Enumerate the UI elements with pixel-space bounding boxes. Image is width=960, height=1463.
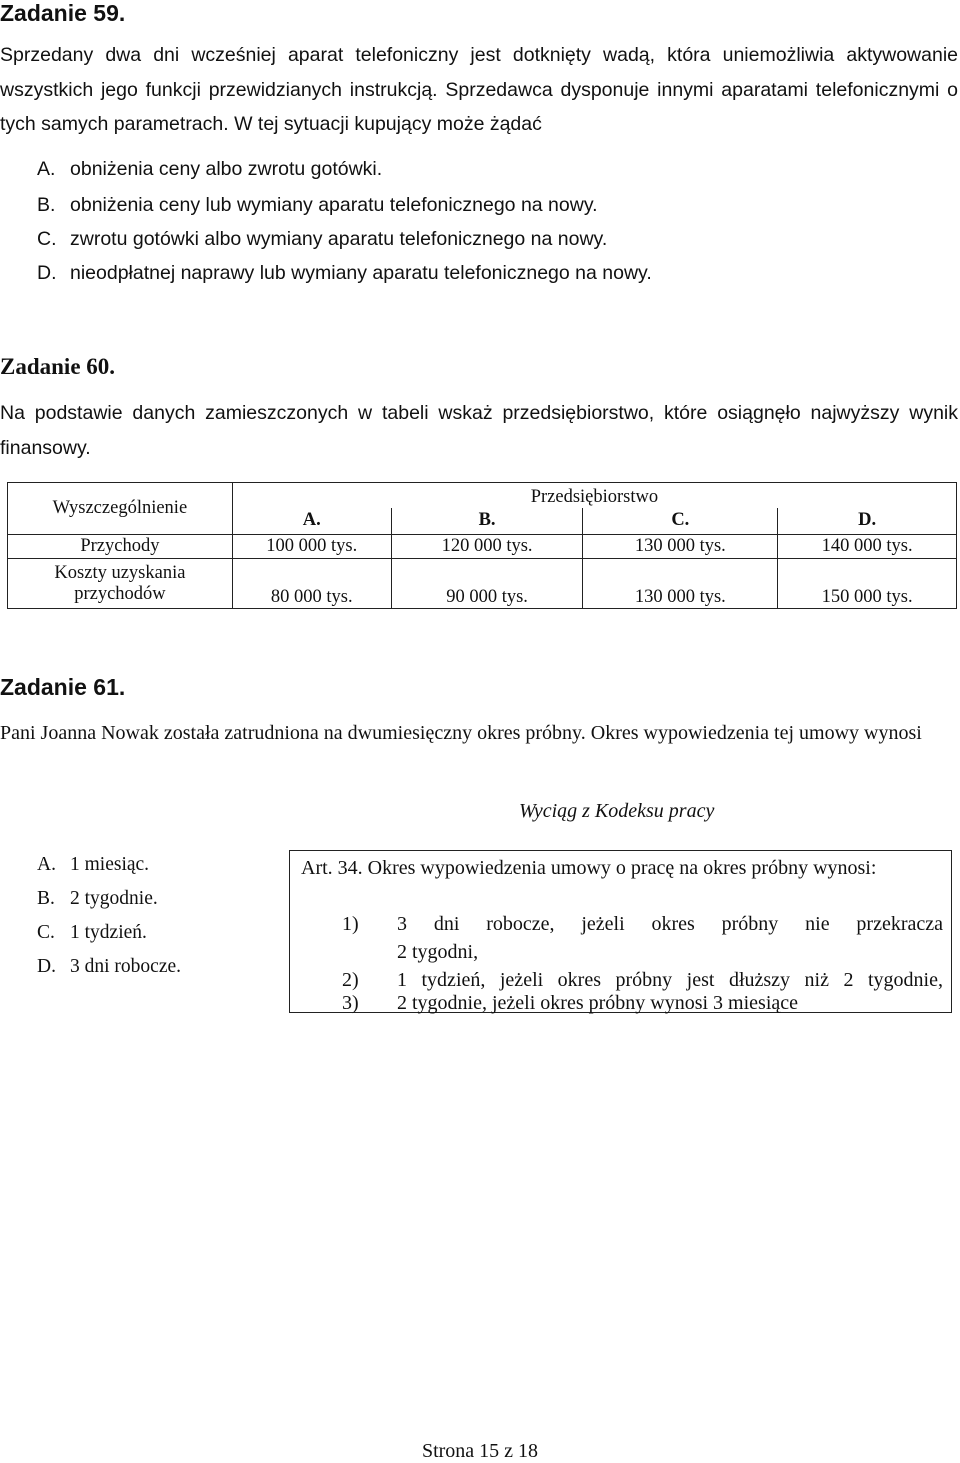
task59-option-c: C. zwrotu gotówki albo wymiany aparatu telefonicznego na nowy. [37, 228, 608, 250]
table-row-header: Wyszczególnienie [8, 483, 233, 535]
table-cell: 120 000 tys. [391, 535, 583, 559]
article-item: 3) 2 tygodnie, jeżeli okres próbny wynosi 3 miesiące [342, 992, 799, 1014]
table-cell: 150 000 tys. [778, 559, 957, 609]
task61-title: Zadanie 61. [0, 674, 126, 700]
company-c-header: C. [583, 508, 778, 535]
page-footer: Strona 15 z 18 [421, 1440, 539, 1462]
task59-question: Sprzedany dwa dni wcześniej aparat telefoniczny jest dotknięty wadą, która uniemożliwia aktywowanie wszystkich jego funkcji przewidzianych instrukcją. Sprzedawca dysponuje innymi aparatami telefonicznymi o tych samych parametrach. W tej sytuacji kupujący może żądać [0, 44, 958, 135]
task59-option-a: A. obniżenia ceny albo zwrotu gotówki. [37, 158, 383, 180]
row-label-costs: Koszty uzyskania przychodów [8, 559, 233, 609]
task61-option-b: B. 2 tygodnie. [37, 888, 158, 909]
task61-question: Pani Joanna Nowak została zatrudniona na dwumiesięczny okres próbny. Okres wypowiedzenia tej umowy wynosi [0, 722, 922, 744]
table-cell: 100 000 tys. [232, 535, 391, 559]
company-d-header: D. [778, 508, 957, 535]
task59-option-d: D. nieodpłatnej naprawy lub wymiany aparatu telefonicznego na nowy. [37, 262, 652, 284]
table-cell: 140 000 tys. [778, 535, 957, 559]
task61-option-c: C. 1 tydzień. [37, 922, 147, 943]
table-row [8, 535, 957, 559]
table-cell: 130 000 tys. [583, 559, 778, 609]
task61-option-a: A. 1 miesiąc. [37, 854, 150, 875]
labor-code-excerpt [289, 850, 952, 1013]
task59-title: Zadanie 59. [0, 0, 126, 26]
table-cell: 130 000 tys. [583, 535, 778, 559]
task59-option-b: B. obniżenia ceny lub wymiany aparatu telefonicznego na nowy. [37, 194, 598, 216]
table-cell: 80 000 tys. [232, 559, 391, 609]
task61-option-d: D. 3 dni robocze. [37, 956, 182, 977]
row-label-revenue: Przychody [8, 535, 233, 559]
article-head: Art. 34. Okres wypowiedzenia umowy o pracę na okres próbny wynosi: [301, 857, 877, 879]
financial-table [7, 482, 957, 609]
excerpt-title: Wyciąg z Kodeksu pracy [519, 800, 715, 822]
company-a-header: A. [232, 508, 391, 535]
company-b-header: B. [391, 508, 583, 535]
table-row [8, 559, 957, 609]
table-cell: 90 000 tys. [391, 559, 583, 609]
task61-options [37, 850, 181, 986]
article-item: 1) 3 dni robocze, jeżeli okres próbny nie przekracza 2 tygodni, [342, 913, 943, 963]
task60-question: Na podstawie danych zamieszczonych w tabeli wskaż przedsiębiorstwo, które osiągnęło najwyższy wynik finansowy. [0, 402, 958, 459]
article-item: 2) 1 tydzień, jeżeli okres próbny jest dłuższy niż 2 tygodnie, [342, 969, 943, 991]
table-group-header: Przedsiębiorstwo [232, 483, 956, 508]
task60-title: Zadanie 60. [0, 354, 116, 379]
